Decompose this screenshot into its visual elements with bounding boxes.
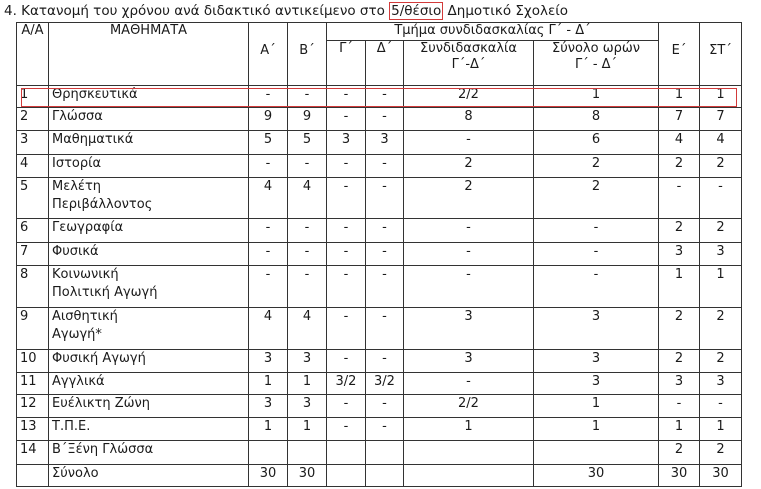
cell-b: - <box>288 154 327 177</box>
cell-e: 2 <box>659 349 700 372</box>
cell-e: - <box>659 394 700 417</box>
cell-total: 3 <box>534 308 659 349</box>
cell-e: 3 <box>659 372 700 394</box>
cell-f: 1 <box>700 86 742 108</box>
cell-total: 3 <box>534 349 659 372</box>
cell-f: 7 <box>700 108 742 131</box>
cell-subject <box>49 265 249 307</box>
cell-b: - <box>288 86 327 108</box>
table-row <box>17 372 742 394</box>
cell-a: 3 <box>249 394 288 417</box>
cell-a: - <box>249 265 288 307</box>
subject-line: Θρησκευτικά <box>52 87 138 102</box>
cell-f: 2 <box>700 349 742 372</box>
cell-subject <box>49 372 249 394</box>
total-cell-b: 30 <box>288 464 327 486</box>
subject-line: Μελέτη <box>52 178 102 194</box>
cell-d: - <box>366 242 404 265</box>
cell-total: 1 <box>534 86 659 108</box>
header-a: Α΄ <box>249 23 288 86</box>
total-cell-e: 30 <box>659 464 700 486</box>
cell-subject <box>49 86 249 108</box>
cell-c: - <box>327 86 366 108</box>
cell-aa: 12 <box>17 394 49 417</box>
cell-subject <box>49 308 249 349</box>
cell-a: 4 <box>249 308 288 349</box>
total-cell-co <box>404 464 534 486</box>
cell-co: - <box>404 219 534 242</box>
heading-prefix: 4. Κατανομή του χρόνου ανά διδακτικό αντικείμενο στο <box>4 3 390 19</box>
cell-co: - <box>404 242 534 265</box>
cell-a: 3 <box>249 349 288 372</box>
cell-a: - <box>249 219 288 242</box>
cell-d: - <box>366 108 404 131</box>
cell-co: - <box>404 265 534 307</box>
cell-e: - <box>659 177 700 218</box>
cell-total: 6 <box>534 131 659 154</box>
table-row <box>17 219 742 242</box>
subject-line: Β΄Ξένη Γλώσσα <box>52 442 154 458</box>
cell-subject <box>49 441 249 464</box>
cell-c: - <box>327 242 366 265</box>
cell-aa: 9 <box>17 308 49 349</box>
cell-co: 1 <box>404 418 534 441</box>
cell-subject <box>49 131 249 154</box>
table-row <box>17 131 742 154</box>
cell-d: - <box>366 86 404 108</box>
cell-co <box>404 441 534 464</box>
cell-a: 5 <box>249 131 288 154</box>
cell-total: 1 <box>534 418 659 441</box>
subject-line: Κοινωνική <box>52 266 119 282</box>
cell-aa: 5 <box>17 177 49 218</box>
cell-e: 1 <box>659 418 700 441</box>
cell-f: - <box>700 177 742 218</box>
header-c: Γ΄ <box>327 41 366 86</box>
cell-b: - <box>288 265 327 307</box>
cell-f: 3 <box>700 372 742 394</box>
table-row <box>17 242 742 265</box>
subject-line: Αγγλικά <box>52 373 105 389</box>
cell-c <box>327 441 366 464</box>
table-row <box>17 154 742 177</box>
cell-aa: 14 <box>17 441 49 464</box>
total-label: Σύνολο <box>49 464 249 486</box>
cell-co: 3 <box>404 349 534 372</box>
cell-subject <box>49 177 249 218</box>
cell-f: 2 <box>700 308 742 349</box>
cell-co: - <box>404 372 534 394</box>
header-total-hours-line2: Γ΄ - Δ΄ <box>574 57 618 72</box>
cell-aa: 10 <box>17 349 49 372</box>
header-e: Ε΄ <box>659 23 700 86</box>
header-co-teach-line1: Συνδιδασκαλία <box>419 41 517 56</box>
cell-f: 1 <box>700 418 742 441</box>
cell-b: - <box>288 219 327 242</box>
cell-total: - <box>534 219 659 242</box>
header-f: ΣΤ΄ <box>700 23 742 86</box>
cell-subject <box>49 219 249 242</box>
cell-d: - <box>366 265 404 307</box>
cell-co: 8 <box>404 108 534 131</box>
table-row <box>17 349 742 372</box>
subject-line: Φυσική Αγωγή <box>52 350 146 366</box>
cell-a <box>249 441 288 464</box>
cell-c: - <box>327 394 366 417</box>
cell-co: 3 <box>404 308 534 349</box>
cell-c: - <box>327 418 366 441</box>
cell-a: 9 <box>249 108 288 131</box>
cell-c: - <box>327 265 366 307</box>
cell-c: - <box>327 108 366 131</box>
cell-a: - <box>249 242 288 265</box>
cell-total: 1 <box>534 394 659 417</box>
cell-b: 5 <box>288 131 327 154</box>
cell-aa: 7 <box>17 242 49 265</box>
total-cell-d <box>366 464 404 486</box>
cell-b: 3 <box>288 349 327 372</box>
cell-e: 7 <box>659 108 700 131</box>
cell-subject <box>49 394 249 417</box>
cell-b <box>288 441 327 464</box>
subject-line: Ευέλικτη Ζώνη <box>52 395 151 411</box>
cell-c: - <box>327 154 366 177</box>
total-cell-f: 30 <box>700 464 742 486</box>
subject-line: Γλώσσα <box>52 109 103 125</box>
cell-c: - <box>327 219 366 242</box>
table-row <box>17 177 742 218</box>
document-heading <box>4 1 568 21</box>
cell-c: - <box>327 308 366 349</box>
cell-total <box>534 441 659 464</box>
header-total-hours <box>534 41 659 86</box>
cell-total: - <box>534 265 659 307</box>
cell-c: 3 <box>327 131 366 154</box>
cell-d: - <box>366 308 404 349</box>
cell-b: 4 <box>288 177 327 218</box>
cell-f: 1 <box>700 265 742 307</box>
subject-line: Αισθητική <box>52 309 118 325</box>
cell-total: 8 <box>534 108 659 131</box>
table-row <box>17 308 742 349</box>
schedule-table <box>16 22 742 487</box>
cell-e: 3 <box>659 242 700 265</box>
cell-a: - <box>249 154 288 177</box>
cell-total: 3 <box>534 372 659 394</box>
header-total-hours-line1: Σύνολο ωρών <box>551 41 641 56</box>
cell-aa: 8 <box>17 265 49 307</box>
cell-d: - <box>366 394 404 417</box>
cell-d: - <box>366 154 404 177</box>
cell-aa: 13 <box>17 418 49 441</box>
cell-c: 3/2 <box>327 372 366 394</box>
header-aa: Α/Α <box>17 23 49 86</box>
cell-b: 9 <box>288 108 327 131</box>
subject-line: Γεωγραφία <box>52 220 124 236</box>
cell-c: - <box>327 177 366 218</box>
cell-aa: 3 <box>17 131 49 154</box>
table-row <box>17 265 742 307</box>
cell-a: 1 <box>249 372 288 394</box>
header-b: Β΄ <box>288 23 327 86</box>
cell-d <box>366 441 404 464</box>
cell-subject <box>49 418 249 441</box>
cell-aa: 6 <box>17 219 49 242</box>
header-group: Τμήμα συνδιδασκαλίας Γ΄ - Δ΄ <box>327 23 659 41</box>
header-co-teach-line2: Γ΄-Δ΄ <box>451 57 486 72</box>
table-row <box>17 418 742 441</box>
cell-f: 2 <box>700 154 742 177</box>
cell-aa: 4 <box>17 154 49 177</box>
cell-a: - <box>249 86 288 108</box>
total-cell-a: 30 <box>249 464 288 486</box>
cell-e: 2 <box>659 308 700 349</box>
subject-line: Αγωγή* <box>52 327 102 343</box>
cell-co: 2/2 <box>404 394 534 417</box>
cell-a: 1 <box>249 418 288 441</box>
table-row <box>17 86 742 108</box>
cell-e: 1 <box>659 86 700 108</box>
cell-co: 2/2 <box>404 86 534 108</box>
subject-line: Μαθηματικά <box>52 132 134 148</box>
cell-f: 2 <box>700 441 742 464</box>
header-d: Δ΄ <box>366 41 404 86</box>
subject-line: Φυσικά <box>52 243 99 259</box>
cell-subject <box>49 108 249 131</box>
cell-b: 4 <box>288 308 327 349</box>
cell-subject <box>49 242 249 265</box>
subject-line: Περιβάλλοντος <box>52 196 153 212</box>
cell-b: - <box>288 242 327 265</box>
cell-e: 2 <box>659 441 700 464</box>
cell-e: 2 <box>659 154 700 177</box>
cell-b: 1 <box>288 418 327 441</box>
cell-b: 3 <box>288 394 327 417</box>
cell-co: - <box>404 131 534 154</box>
cell-co: 2 <box>404 177 534 218</box>
cell-d: - <box>366 349 404 372</box>
cell-d: - <box>366 177 404 218</box>
subject-line: Ιστορία <box>52 155 102 171</box>
cell-subject <box>49 349 249 372</box>
cell-aa: 11 <box>17 372 49 394</box>
cell-a: 4 <box>249 177 288 218</box>
table-row <box>17 394 742 417</box>
cell-b: 1 <box>288 372 327 394</box>
table-row <box>17 441 742 464</box>
subject-line: Τ.Π.Ε. <box>52 419 91 435</box>
cell-aa: 2 <box>17 108 49 131</box>
cell-d: 3/2 <box>366 372 404 394</box>
total-row <box>17 464 742 486</box>
cell-total: 2 <box>534 177 659 218</box>
cell-aa-empty <box>17 464 49 486</box>
table-body <box>17 86 742 487</box>
cell-aa: 1 <box>17 86 49 108</box>
cell-e: 4 <box>659 131 700 154</box>
cell-c: - <box>327 349 366 372</box>
cell-f: - <box>700 394 742 417</box>
heading-highlight: 5/θέσιο <box>391 3 442 19</box>
cell-co: 2 <box>404 154 534 177</box>
subject-line: Πολιτική Αγωγή <box>52 284 158 300</box>
cell-f: 2 <box>700 219 742 242</box>
cell-total: - <box>534 242 659 265</box>
cell-e: 2 <box>659 219 700 242</box>
cell-d: 3 <box>366 131 404 154</box>
cell-e: 1 <box>659 265 700 307</box>
cell-f: 3 <box>700 242 742 265</box>
header-subject: ΜΑΘΗΜΑΤΑ <box>49 23 249 86</box>
total-cell-total: 30 <box>534 464 659 486</box>
header-co-teach <box>404 41 534 86</box>
table-row <box>17 108 742 131</box>
cell-total: 2 <box>534 154 659 177</box>
cell-subject <box>49 154 249 177</box>
cell-d: - <box>366 418 404 441</box>
total-cell-c <box>327 464 366 486</box>
cell-d: - <box>366 219 404 242</box>
cell-f: 4 <box>700 131 742 154</box>
heading-suffix: Δημοτικό Σχολείο <box>443 3 569 19</box>
